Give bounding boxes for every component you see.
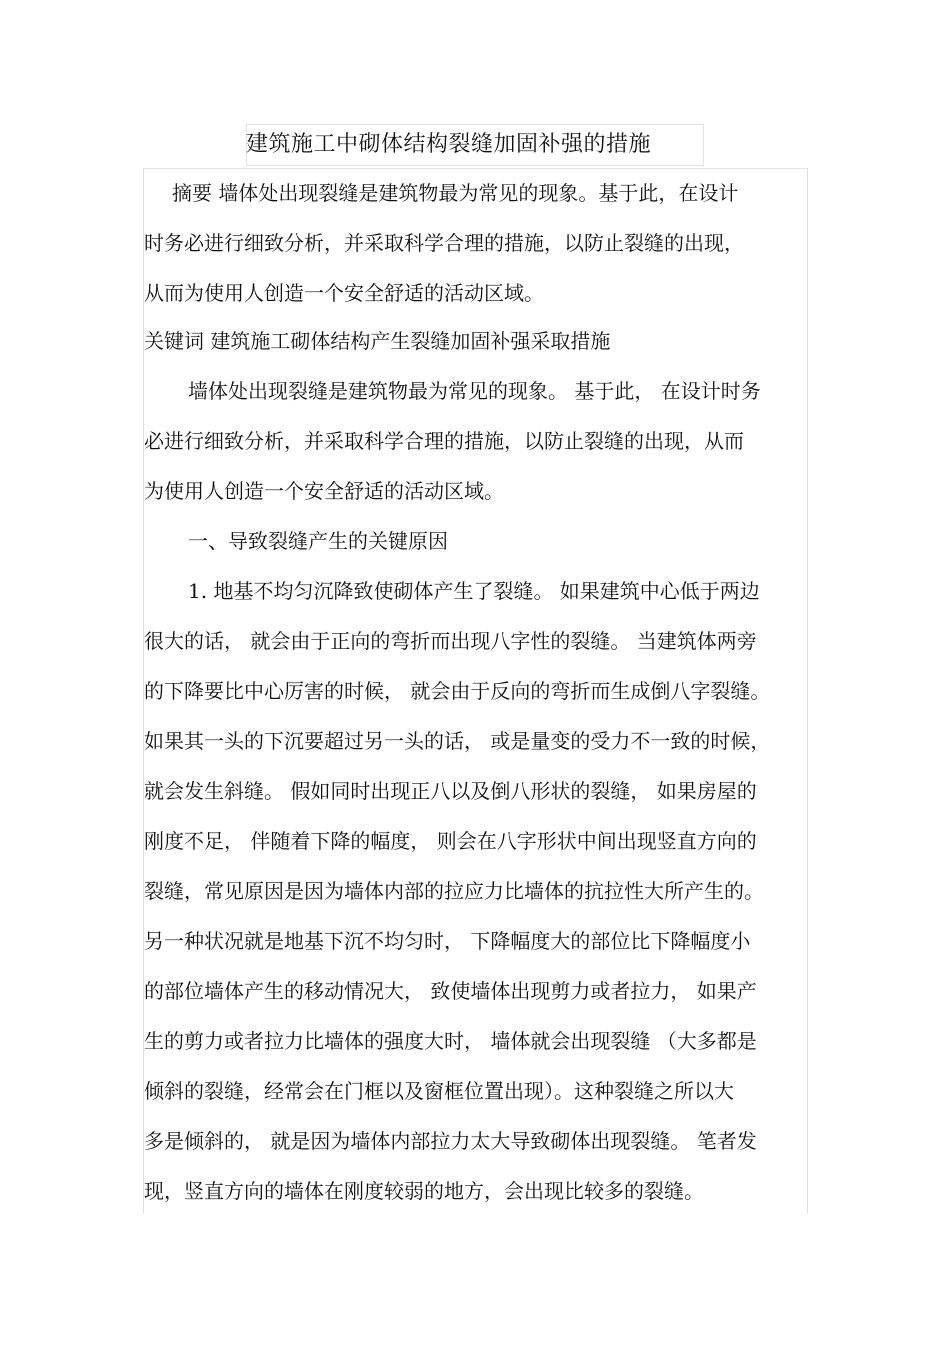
body-line: 倾斜的裂缝，经常会在门框以及窗框位置出现）。这种裂缝之所以大 [144,1079,734,1103]
body-line: 另一种状况就是地基下沉不均匀时， 下降幅度大的部位比下降幅度小 [144,929,751,953]
intro-line: 墙体处出现裂缝是建筑物最为常见的现象。 基于此， 在设计时务 [188,379,761,403]
body-line: 1. 地基不均匀沉降致使砌体产生了裂缝。 如果建筑中心低于两边 [188,579,760,603]
intro-line: 必进行细致分析，并采取科学合理的措施，以防止裂缝的出现，从而 [144,429,744,453]
section-heading: 一、导致裂缝产生的关键原因 [188,529,448,553]
body-line: 的部位墙体产生的移动情况大， 致使墙体出现剪力或者拉力， 如果产 [144,979,757,1003]
body-line: 刚度不足， 伴随着下降的幅度， 则会在八字形状中间出现竖直方向的 [144,829,757,853]
body-line: 多是倾斜的， 就是因为墙体内部拉力太大导致砌体出现裂缝。 笔者发 [144,1129,757,1153]
intro-line: 为使用人创造一个安全舒适的活动区域。 [144,479,504,503]
abstract-line: 时务必进行细致分析，并采取科学合理的措施，以防止裂缝的出现， [144,231,744,255]
body-line: 就会发生斜缝。 假如同时出现正八以及倒八形状的裂缝， 如果房屋的 [144,779,757,803]
keywords-line: 关键词 建筑施工砌体结构产生裂缝加固补强采取措施 [144,329,611,353]
abstract-line: 摘要 墙体处出现裂缝是建筑物最为常见的现象。基于此，在设计 [172,181,739,205]
body-line: 的下降要比中心厉害的时候， 就会由于反向的弯折而生成倒八字裂缝。 [144,679,771,703]
body-line: 如果其一头的下沉要超过另一头的话， 或是量变的受力不一致的时候， [144,729,771,753]
body-line: 很大的话， 就会由于正向的弯折而出现八字性的裂缝。 当建筑体两旁 [144,629,757,653]
document-title: 建筑施工中砌体结构裂缝加固补强的措施 [246,132,652,157]
body-line: 现，竖直方向的墙体在刚度较弱的地方，会出现比较多的裂缝。 [144,1179,704,1203]
body-line: 裂缝，常见原因是因为墙体内部的拉应力比墙体的抗拉性大所产生的。 [144,879,764,903]
abstract-line: 从而为使用人创造一个安全舒适的活动区域。 [144,281,544,305]
body-line: 生的剪力或者拉力比墙体的强度大时， 墙体就会出现裂缝 （大多都是 [144,1029,757,1053]
